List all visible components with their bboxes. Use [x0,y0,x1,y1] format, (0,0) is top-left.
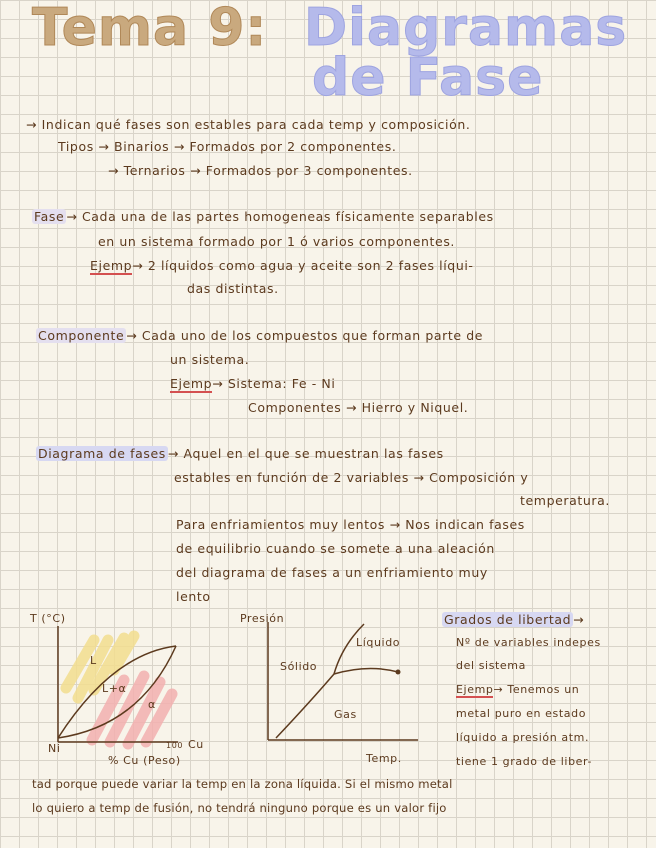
fase-line1: → Cada una de las partes homogeneas físicamente separables [66,209,494,224]
grados-arrow: → [573,612,585,627]
grados-example-label: Ejemp [456,683,494,696]
binary-x-right-value: 100 [166,741,184,750]
fase-example-line1 [90,258,474,273]
title-part2-line2: de Fase [312,48,544,108]
diagrama-term: Diagrama de fases [38,446,166,461]
pt-gas-label: Gas [334,708,357,721]
fase-line2: en un sistema formado por 1 ó varios componentes. [98,234,455,249]
intro-line1: → Indican qué fases son estables para cada temp y composición. [26,117,471,132]
binary-region-mix: L+α [102,682,127,695]
diagrama-line1: → Aquel en el que se muestran las fases [167,446,444,461]
diagrama-p3: del diagrama de fases a un enfriamiento muy [176,565,488,580]
diagrama-line3: temperatura. [520,493,610,508]
grados-example-line2: metal puro en estado [456,707,587,720]
fase-example-text: → 2 líquidos como agua y aceite son 2 fases líqui- [132,258,474,273]
binary-y-label: T (°C) [30,612,66,625]
pt-y-label: Presión [240,612,285,625]
componente-term: Componente [38,328,125,343]
binary-x-label: % Cu (Peso) [108,754,181,767]
grados-term: Grados de libertad [444,612,572,627]
grados-cont1: tad porque puede variar la temp en la zona líquida. Si el mismo metal [32,777,453,791]
pt-diagram-drawing [236,610,436,770]
binary-phase-diagram-sketch [20,610,220,770]
grados-cont2: lo quiero a temp de fusión, no tendrá ninguno porque es un valor fijo [32,801,447,815]
componente-example-line2: Componentes → Hierro y Niquel. [248,400,469,415]
grados-example-line3: líquido a presión atm. [456,731,590,744]
diagrama-p2: de equilibrio cuando se somete a una aleación [176,541,495,556]
grados-line1: Nº de variables indepes [456,636,601,649]
intro-line3: → Ternarios → Formados por 3 componentes. [108,163,413,178]
componente-definition-line1 [36,328,483,343]
binary-region-liquid: L [90,654,97,667]
grados-example-line1 [456,683,579,696]
diagrama-p4: lento [176,589,211,604]
pt-liquid-label: Líquido [356,636,401,649]
grados-line2: del sistema [456,659,526,672]
componente-line1: → Cada uno de los compuestos que forman parte de [126,328,484,343]
title-part1: Tema 9: [32,0,268,58]
binary-x-left: Ni [48,742,61,755]
intro-line2: Tipos → Binarios → Formados por 2 componentes. [58,139,397,154]
grados-heading [442,612,584,627]
componente-line2: un sistema. [170,352,250,367]
componente-example-line1 [170,376,335,391]
fase-example-label: Ejemp [90,258,133,273]
diagrama-line2: estables en función de 2 variables → Composición y [174,470,529,485]
binary-region-alpha: α [148,698,156,711]
binary-x-right: Cu [188,738,204,751]
pt-diagram-sketch [236,610,436,770]
grados-example-text: → Tenemos un [493,683,580,696]
diagrama-p1: Para enfriamientos muy lentos → Nos indican fases [176,517,525,532]
fase-term: Fase [34,209,65,224]
title-part2-line1: Diagramas [304,0,628,58]
diagrama-definition-line1 [36,446,444,461]
pt-solid-label: Sólido [280,660,318,673]
pt-x-label: Temp. [366,752,402,765]
fase-definition-line1 [32,209,494,224]
componente-example-text: → Sistema: Fe - Ni [212,376,336,391]
fase-example-line2: das distintas. [187,281,279,296]
grados-example-line4: tiene 1 grado de liber- [456,755,593,768]
componente-example-label: Ejemp [170,376,213,391]
